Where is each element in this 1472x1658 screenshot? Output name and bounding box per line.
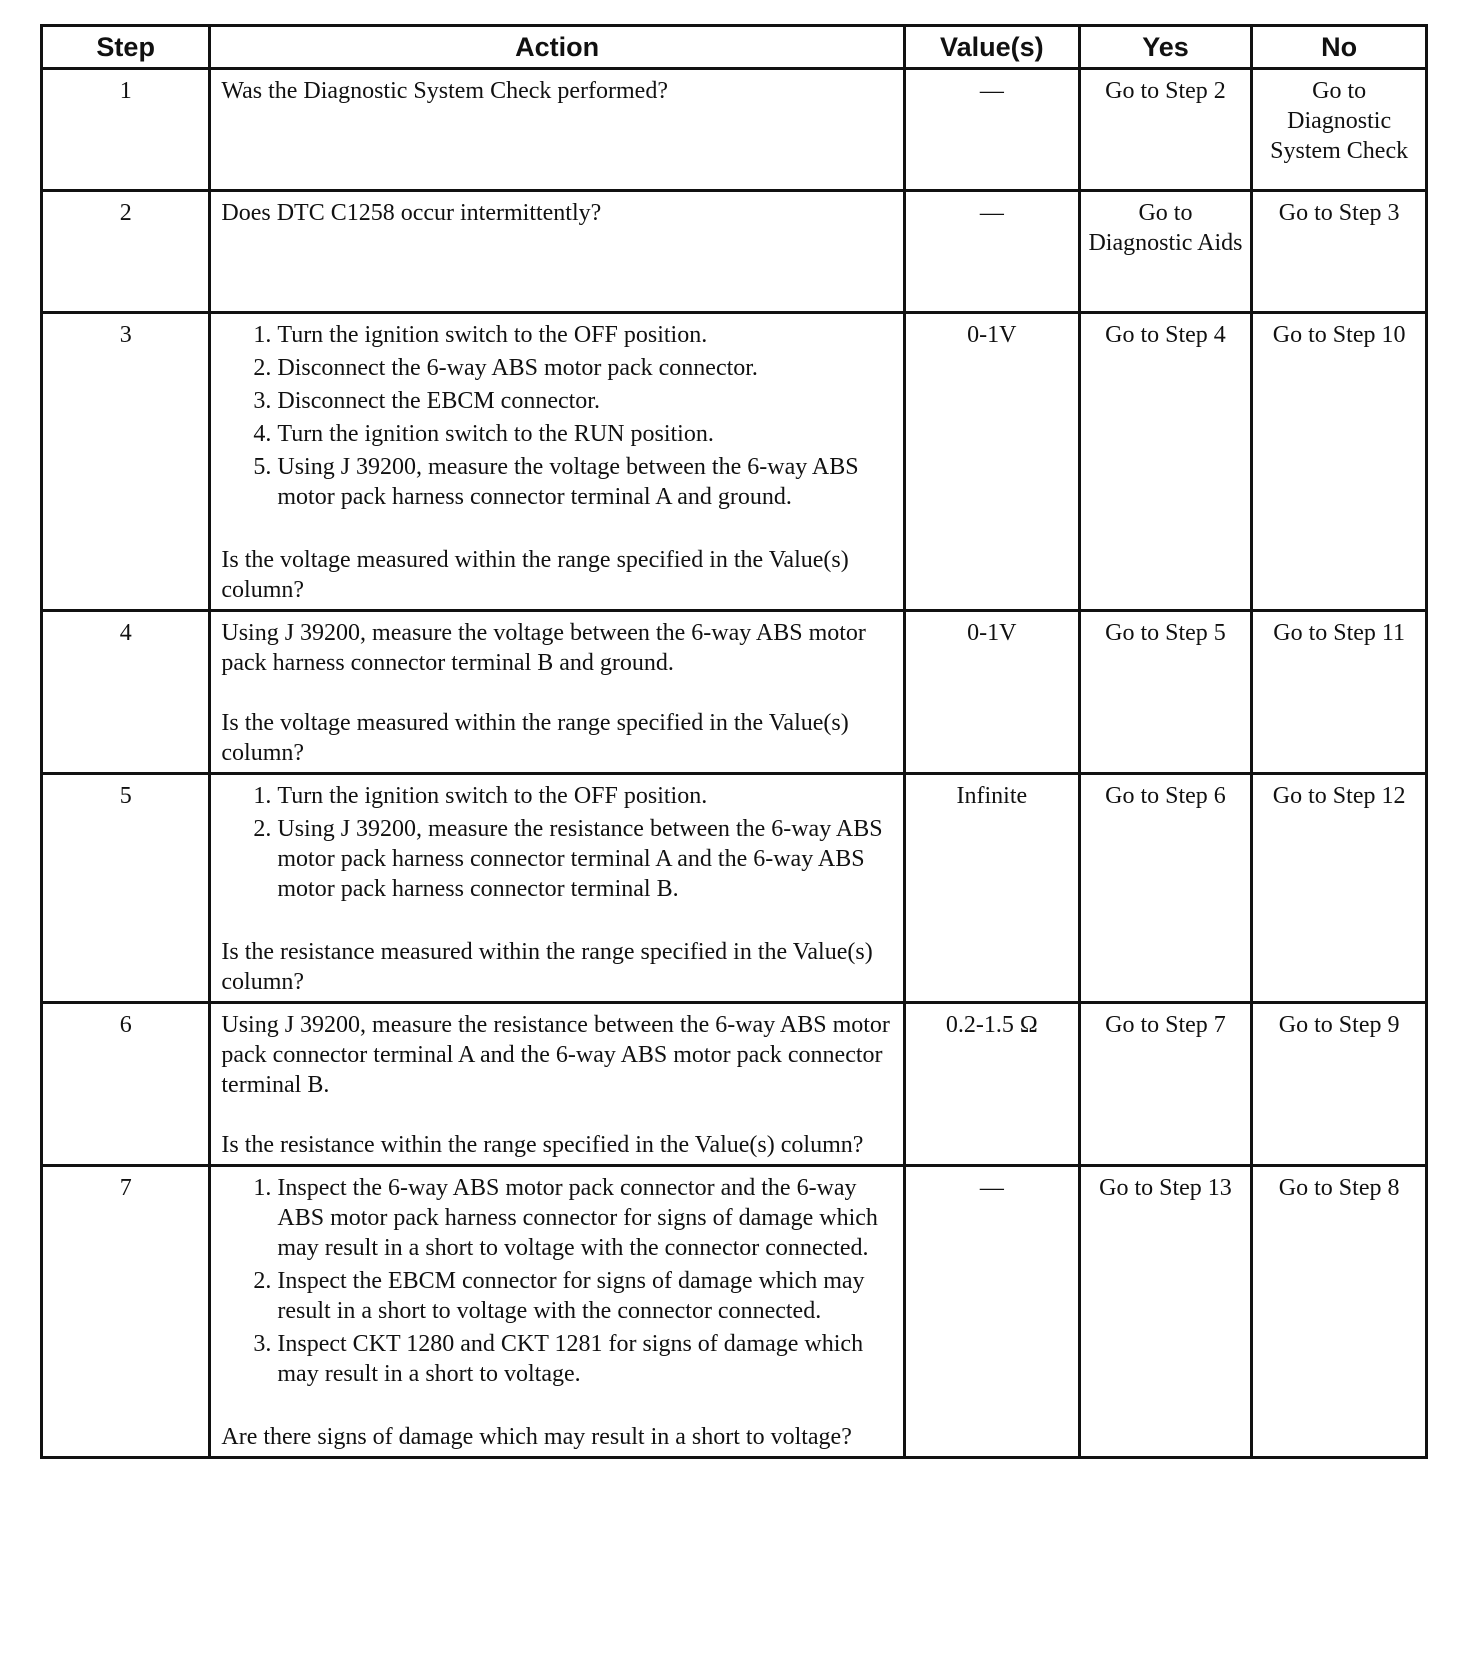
header-values: Value(s) — [904, 26, 1079, 69]
action-steps-list — [221, 781, 893, 904]
value-cell: 0-1V — [904, 313, 1079, 611]
action-text: Was the Diagnostic System Check performed? — [221, 78, 668, 104]
spacer — [221, 1100, 893, 1130]
value-cell: — — [904, 1166, 1079, 1458]
step-number: 6 — [42, 1003, 210, 1166]
action-question: Is the voltage measured within the range specified in the Value(s) column? — [221, 710, 849, 766]
no-cell: Go to Step 11 — [1252, 611, 1427, 774]
value-cell: 0.2-1.5 Ω — [904, 1003, 1079, 1166]
action-question: Is the voltage measured within the range specified in the Value(s) column? — [221, 547, 849, 603]
action-step-item: 2. Disconnect the 6-way ABS motor pack connector. — [277, 353, 893, 383]
yes-cell: Go to Step 4 — [1079, 313, 1252, 611]
step-number: 7 — [42, 1166, 210, 1458]
action-text: Using J 39200, measure the resistance between the 6-way ABS motor pack connector terminal A and the 6-way ABS motor pack connector terminal B. — [221, 1012, 890, 1098]
no-cell: Go to Diagnostic System Check — [1252, 69, 1427, 191]
step-number: 3 — [42, 313, 210, 611]
action-cell — [210, 313, 905, 611]
yes-cell: Go to Step 5 — [1079, 611, 1252, 774]
table-row — [42, 774, 1427, 1003]
yes-cell: Go to Step 7 — [1079, 1003, 1252, 1166]
no-cell: Go to Step 9 — [1252, 1003, 1427, 1166]
yes-cell: Go to Step 2 — [1079, 69, 1252, 191]
action-question: Is the resistance measured within the range specified in the Value(s) column? — [221, 939, 873, 995]
table-row — [42, 191, 1427, 313]
action-cell — [210, 1003, 905, 1166]
action-step-item: 3. Inspect CKT 1280 and CKT 1281 for signs of damage which may result in a short to voltage. — [277, 1329, 893, 1389]
action-step-item: 2. Using J 39200, measure the resistance between the 6-way ABS motor pack harness connector terminal A and the 6-way ABS motor pack harness connector terminal B. — [277, 814, 893, 904]
action-cell — [210, 611, 905, 774]
action-step-item: 1. Turn the ignition switch to the OFF position. — [277, 320, 893, 350]
spacer — [221, 515, 893, 545]
action-text: Using J 39200, measure the voltage between the 6-way ABS motor pack harness connector terminal B and ground. — [221, 620, 866, 676]
spacer — [221, 907, 893, 937]
value-cell: — — [904, 69, 1079, 191]
header-no: No — [1252, 26, 1427, 69]
step-number: 2 — [42, 191, 210, 313]
step-number: 1 — [42, 69, 210, 191]
action-steps-list — [221, 1173, 893, 1389]
action-steps-list — [221, 320, 893, 512]
action-step-item: 3. Disconnect the EBCM connector. — [277, 386, 893, 416]
action-step-item: 1. Turn the ignition switch to the OFF position. — [277, 781, 893, 811]
table-row — [42, 69, 1427, 191]
no-cell: Go to Step 12 — [1252, 774, 1427, 1003]
action-step-item: 4. Turn the ignition switch to the RUN position. — [277, 419, 893, 449]
action-cell — [210, 191, 905, 313]
step-number: 5 — [42, 774, 210, 1003]
no-cell: Go to Step 8 — [1252, 1166, 1427, 1458]
header-yes: Yes — [1079, 26, 1252, 69]
spacer — [221, 678, 893, 708]
step-number: 4 — [42, 611, 210, 774]
table-row — [42, 611, 1427, 774]
action-question: Is the resistance within the range specified in the Value(s) column? — [221, 1132, 864, 1158]
table-row — [42, 313, 1427, 611]
table-row — [42, 1166, 1427, 1458]
action-cell — [210, 774, 905, 1003]
no-cell: Go to Step 10 — [1252, 313, 1427, 611]
action-cell — [210, 69, 905, 191]
diagnostic-table — [40, 24, 1428, 1459]
yes-cell: Go to Step 6 — [1079, 774, 1252, 1003]
no-cell: Go to Step 3 — [1252, 191, 1427, 313]
action-step-item: 5. Using J 39200, measure the voltage between the 6-way ABS motor pack harness connector terminal A and ground. — [277, 452, 893, 512]
action-step-item: 1. Inspect the 6-way ABS motor pack connector and the 6-way ABS motor pack harness connector for signs of damage which may result in a short to voltage with the connector connected. — [277, 1173, 893, 1263]
header-step: Step — [42, 26, 210, 69]
table-row — [42, 1003, 1427, 1166]
diagnostic-page — [40, 24, 1428, 1459]
action-text: Does DTC C1258 occur intermittently? — [221, 200, 602, 226]
spacer — [221, 1392, 893, 1422]
action-question: Are there signs of damage which may result in a short to voltage? — [221, 1424, 852, 1450]
value-cell: 0-1V — [904, 611, 1079, 774]
yes-cell: Go to Diagnostic Aids — [1079, 191, 1252, 313]
action-cell — [210, 1166, 905, 1458]
header-row — [42, 26, 1427, 69]
value-cell: — — [904, 191, 1079, 313]
action-step-item: 2. Inspect the EBCM connector for signs of damage which may result in a short to voltage with the connector connected. — [277, 1266, 893, 1326]
yes-cell: Go to Step 13 — [1079, 1166, 1252, 1458]
header-action: Action — [210, 26, 905, 69]
value-cell: Infinite — [904, 774, 1079, 1003]
